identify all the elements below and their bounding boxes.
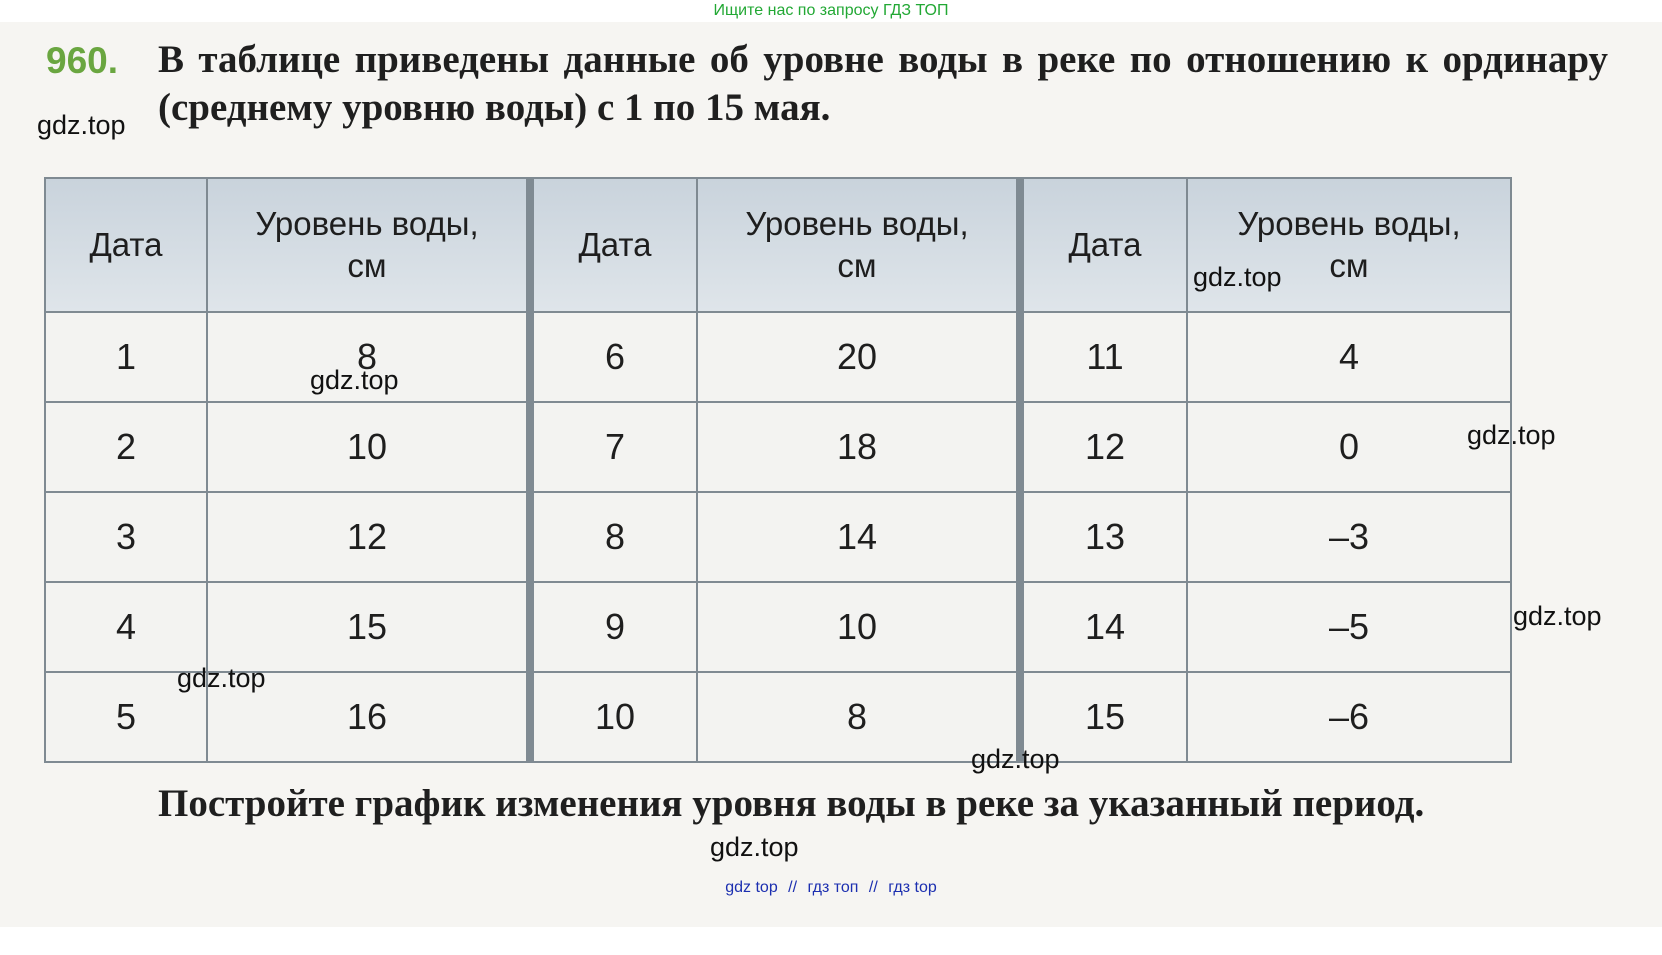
- problem-statement: В таблице приведены данные об уровне воды в реке по отношению к ординару (среднему уровню воды) с 1 по 15 мая.: [158, 38, 1608, 129]
- top-banner: Ищите нас по запросу ГДЗ ТОП: [713, 2, 949, 19]
- header-date: Дата: [530, 178, 697, 312]
- date-cell: 8: [530, 492, 697, 582]
- header-date: Дата: [1020, 178, 1187, 312]
- date-cell: 10: [530, 672, 697, 762]
- level-cell: 8: [697, 672, 1020, 762]
- date-cell: 7: [530, 402, 697, 492]
- level-cell: –3: [1187, 492, 1511, 582]
- watermark: gdz.top: [1193, 262, 1282, 292]
- date-cell: 3: [45, 492, 207, 582]
- footer-link[interactable]: gdz top: [725, 879, 778, 896]
- date-cell: 12: [1020, 402, 1187, 492]
- table-row: [45, 492, 1511, 582]
- table-row: [45, 582, 1511, 672]
- watermark: gdz.top: [1467, 420, 1556, 450]
- header-level-line2: см: [1329, 247, 1369, 284]
- header-level: [207, 178, 530, 312]
- date-cell: 15: [1020, 672, 1187, 762]
- date-cell: 9: [530, 582, 697, 672]
- level-cell: 10: [697, 582, 1020, 672]
- watermark: gdz.top: [310, 365, 399, 395]
- level-cell: 8: [207, 312, 530, 402]
- header-level-line2: см: [347, 247, 387, 284]
- watermark: gdz.top: [710, 832, 799, 862]
- header-level-line1: Уровень воды,: [745, 205, 969, 242]
- table-row: [45, 312, 1511, 402]
- table-header-row: [45, 178, 1511, 312]
- header-level-line1: Уровень воды,: [255, 205, 479, 242]
- watermark: gdz.top: [37, 110, 126, 140]
- header-level-line2: см: [837, 247, 877, 284]
- header-level: [697, 178, 1020, 312]
- watermark: gdz.top: [1513, 601, 1602, 631]
- level-cell: 14: [697, 492, 1020, 582]
- problem-number: 960.: [46, 40, 119, 81]
- level-cell: 0: [1187, 402, 1511, 492]
- date-cell: 6: [530, 312, 697, 402]
- level-cell: 15: [207, 582, 530, 672]
- date-cell: 5: [45, 672, 207, 762]
- level-cell: 12: [207, 492, 530, 582]
- level-cell: 20: [697, 312, 1020, 402]
- footer-separator: //: [868, 879, 878, 896]
- table-row: [45, 402, 1511, 492]
- level-cell: 4: [1187, 312, 1511, 402]
- level-cell: –6: [1187, 672, 1511, 762]
- date-cell: 1: [45, 312, 207, 402]
- textbook-page: [0, 22, 1662, 927]
- date-cell: 13: [1020, 492, 1187, 582]
- date-cell: 2: [45, 402, 207, 492]
- level-cell: 16: [207, 672, 530, 762]
- date-cell: 14: [1020, 582, 1187, 672]
- date-cell: 4: [45, 582, 207, 672]
- watermark: gdz.top: [971, 744, 1060, 774]
- header-date: Дата: [45, 178, 207, 312]
- level-cell: –5: [1187, 582, 1511, 672]
- footer-separator: //: [788, 879, 798, 896]
- footer-link[interactable]: гдз топ: [807, 879, 859, 896]
- level-cell: 18: [697, 402, 1020, 492]
- header-level-line1: Уровень воды,: [1237, 205, 1461, 242]
- date-cell: 11: [1020, 312, 1187, 402]
- footer-links: [0, 879, 1662, 897]
- level-cell: 10: [207, 402, 530, 492]
- task-statement: Постройте график изменения уровня воды в реке за указанный период.: [158, 782, 1425, 825]
- footer-link[interactable]: гдз top: [888, 879, 937, 896]
- watermark: gdz.top: [177, 663, 266, 693]
